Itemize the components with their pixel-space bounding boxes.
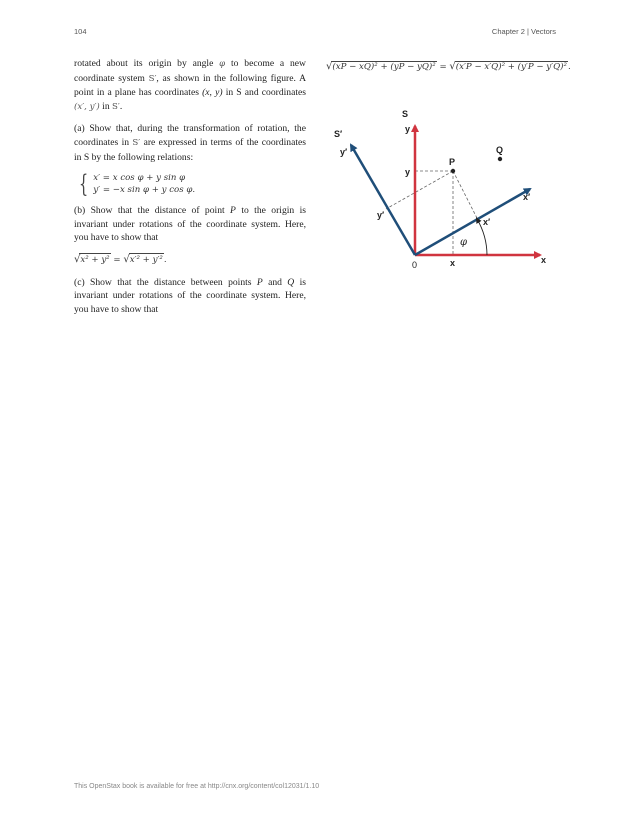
intro-paragraph: rotated about its origin by angle φ to become a new coordinate system S′, as shown in the following figure. A point in a plane has coordinates (x, y) in S and coordinates (x′, y′) in S′. [74,58,306,112]
text-column [74,57,306,324]
part-c-paragraph: (c) Show that the distance between points P and Q is invariant under rotations of the coordinate system. Here, you have to show that [74,276,306,315]
label-phi: φ [460,237,468,248]
x-prime-axis [415,189,530,255]
invariance-equation: √(xP − xQ)² + (yP − yQ)² = √(x′P − x′Q)² + (y′P − y′Q)². [326,61,571,72]
label-x-tick: x [450,258,456,268]
dash-p-to-y-prime [386,171,453,209]
chapter-title: Chapter 2 | Vectors [491,27,556,36]
label-y-tick: y [405,167,411,177]
rotation-equations: { x′ = x cos φ + y sin φ y′ = −x sin φ + y cos φ . [79,170,196,199]
equation-x-prime: x′ = x cos φ + y sin φ [93,173,186,184]
sqrt-icon: √ [449,61,456,72]
brace-icon: { [79,170,89,199]
part-b-paragraph: (b) Show that the distance of point P to the origin is invariant under rotations of the coordinate system. Here, you have to show that [74,205,306,244]
part-a-paragraph: (a) Show that, during the transformation of rotation, the coordinates in S′ are expressed in terms of the coordinates in S by the following relations: [74,123,306,163]
equation-y-prime: y′ = −x sin φ + y cos φ [93,185,193,196]
label-s: S [402,109,409,119]
sqrt-icon: √ [74,253,81,265]
label-y-axis: y [405,124,411,134]
sqrt-icon: √ [123,253,130,265]
label-y-prime-axis: y′ [340,147,348,157]
label-p: P [449,157,456,167]
point-q [498,157,502,161]
label-y-prime-tick: y′ [377,210,385,220]
page-number: 104 [74,27,87,36]
label-s-prime: S′ [334,129,343,139]
dash-p-to-x-prime [453,171,479,222]
y-prime-axis [351,145,415,255]
distance-equation: √x² + y² = √x′² + y′². [74,253,306,268]
label-q: Q [496,145,504,155]
footer-note: This OpenStax book is available for free at http://cnx.org/content/col12031/1.10 [74,783,320,790]
label-x-axis: x [541,255,547,265]
sqrt-icon: √ [326,61,333,72]
label-origin: 0 [412,260,418,270]
point-p [451,169,455,173]
label-x-prime-axis: x′ [523,192,531,202]
label-x-prime-tick: x′ [483,217,491,227]
rotation-figure [320,100,560,280]
